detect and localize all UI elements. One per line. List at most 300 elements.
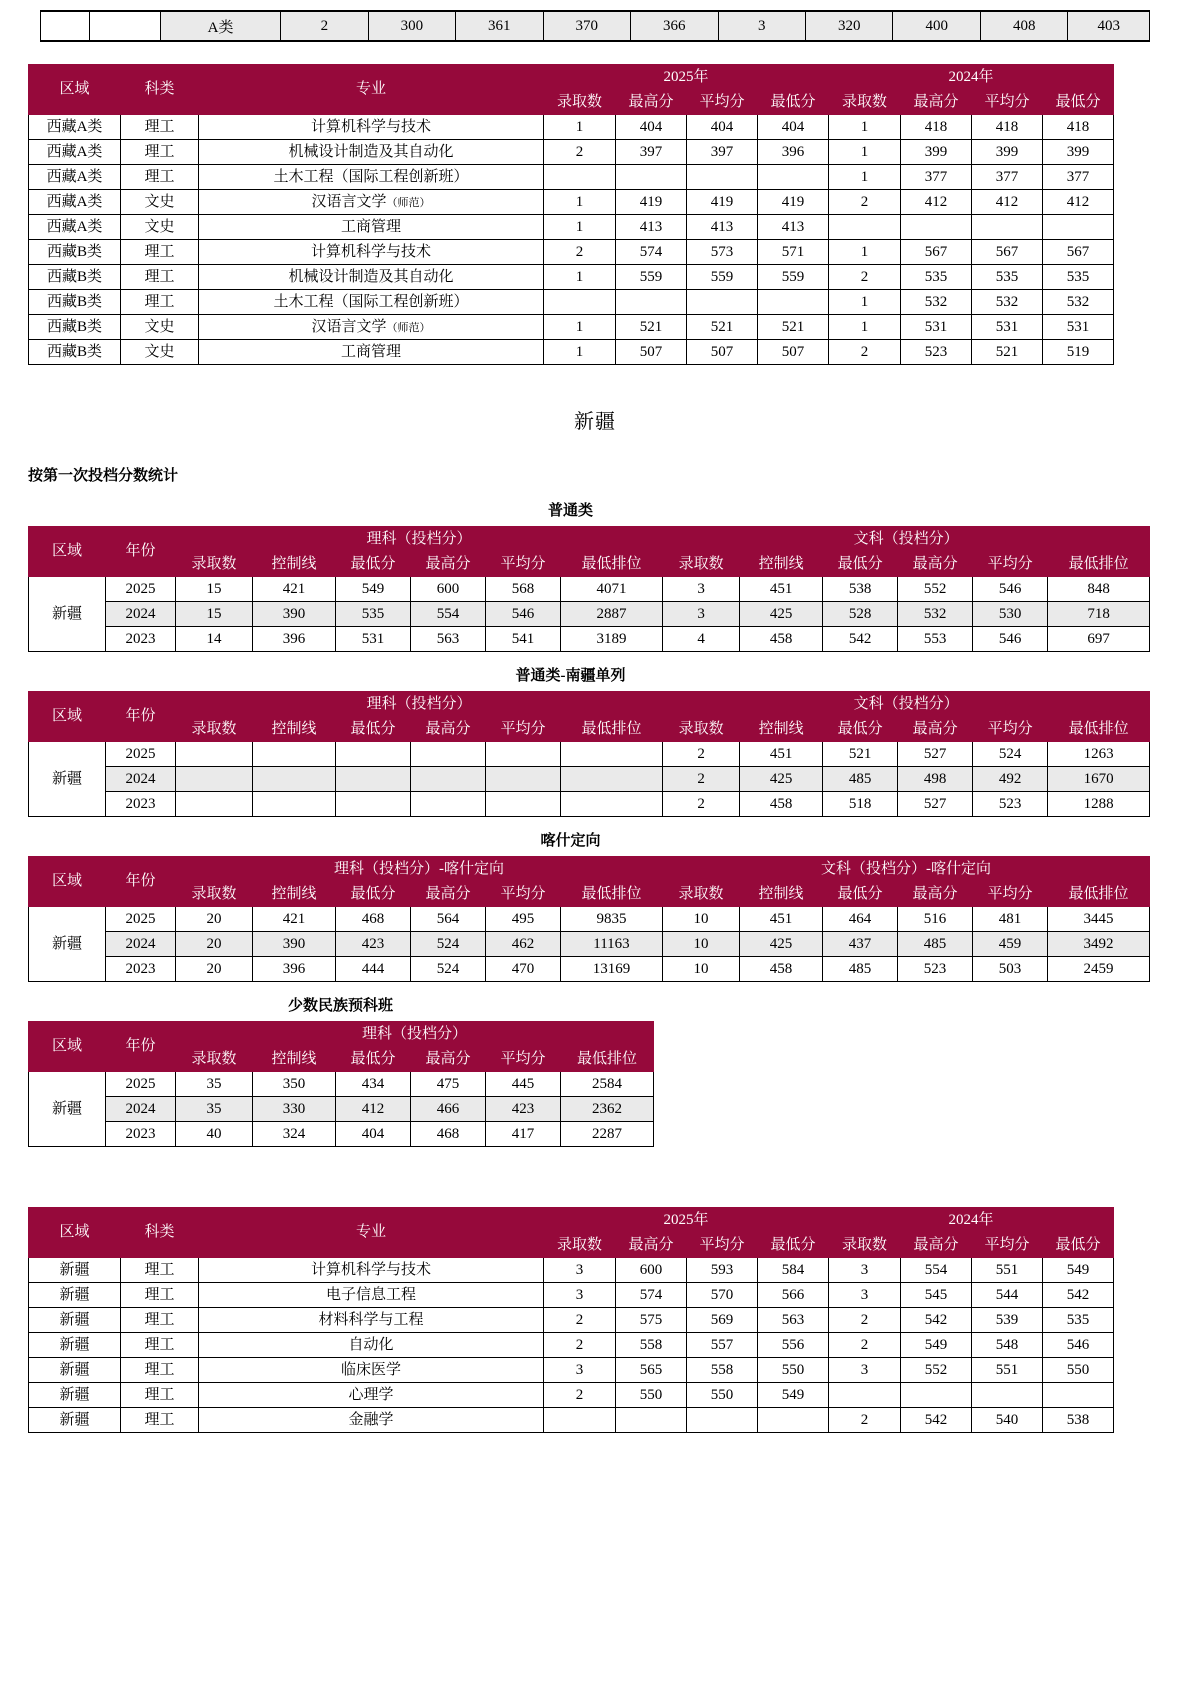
cell-max-science: 466 (411, 1097, 486, 1122)
cell-min-science (336, 767, 411, 792)
table-row (29, 315, 1114, 340)
col-admitted-2024: 录取数 (829, 1233, 901, 1258)
cell-admitted-2024: 3 (829, 1358, 901, 1383)
cell-min-2024 (1043, 215, 1114, 240)
table-row (29, 290, 1114, 315)
col-group-science: 理科（投档分） (176, 692, 663, 717)
cell-max-arts: 553 (898, 627, 973, 652)
cell-min-2025: 559 (758, 265, 829, 290)
cell-kelei: 理工 (121, 165, 199, 190)
orphan-cell: 408 (980, 11, 1067, 41)
cell-control-line-arts: 458 (740, 627, 823, 652)
cell-region: 新疆 (29, 742, 106, 817)
orphan-cell: 400 (893, 11, 980, 41)
cell-control-line-arts: 451 (740, 577, 823, 602)
col-group-2024: 2024年 (829, 65, 1114, 90)
cell-major-suffix: （师范） (386, 196, 431, 209)
cell-admitted-2025: 1 (544, 190, 616, 215)
orphan-cell: 366 (631, 11, 718, 41)
province-title: 新疆 (574, 409, 616, 433)
col-control-line-science: 控制线 (253, 552, 336, 577)
cell-admitted-2025 (544, 1408, 616, 1433)
cell-max-2024: 554 (901, 1258, 972, 1283)
cell-min-2024: 519 (1043, 340, 1114, 365)
table-row (29, 240, 1114, 265)
cell-admitted-science: 35 (176, 1097, 253, 1122)
col-kelei: 科类 (121, 1208, 199, 1258)
cell-admitted-2024: 1 (829, 115, 901, 140)
orphan-table (40, 10, 1150, 42)
col-group-science: 理科（投档分） (176, 1022, 654, 1047)
cell-min-arts: 437 (823, 932, 898, 957)
col-max-2025: 最高分 (616, 1233, 687, 1258)
cell-admitted-2025: 2 (544, 1383, 616, 1408)
col-min-arts: 最低分 (823, 882, 898, 907)
cell-control-line-science: 390 (253, 932, 336, 957)
col-control-line-arts: 控制线 (740, 717, 823, 742)
cell-max-arts: 516 (898, 907, 973, 932)
cell-admitted-2024: 2 (829, 265, 901, 290)
col-kelei: 科类 (121, 65, 199, 115)
cell-max-2025: 575 (616, 1308, 687, 1333)
cell-rank-arts: 848 (1048, 577, 1150, 602)
cell-major: 心理学 (199, 1383, 544, 1408)
cell-min-science: 535 (336, 602, 411, 627)
col-max-arts: 最高分 (898, 717, 973, 742)
col-region: 区域 (29, 692, 106, 742)
cell-avg-2024 (972, 215, 1043, 240)
cell-avg-science: 423 (486, 1097, 561, 1122)
cell-major: 临床医学 (199, 1358, 544, 1383)
cell-rank-science (561, 742, 663, 767)
cell-max-2024: 531 (901, 315, 972, 340)
cell-control-line-arts: 458 (740, 792, 823, 817)
table-header-row (29, 65, 1114, 90)
cell-min-2024: 542 (1043, 1283, 1114, 1308)
cell-avg-2025: 570 (687, 1283, 758, 1308)
cell-max-2025: 413 (616, 215, 687, 240)
cell-admitted-2025: 3 (544, 1358, 616, 1383)
cell-min-2025: 584 (758, 1258, 829, 1283)
cell-kelei: 文史 (121, 190, 199, 215)
cell-avg-2024: 521 (972, 340, 1043, 365)
cell-admitted-2024: 2 (829, 1408, 901, 1433)
table-row (41, 11, 1150, 41)
cell-admitted-2024: 1 (829, 290, 901, 315)
cell-min-2025: 566 (758, 1283, 829, 1308)
cell-min-2024: 532 (1043, 290, 1114, 315)
table-row (29, 115, 1114, 140)
cell-admitted-2024 (829, 1383, 901, 1408)
stat-table (28, 526, 1150, 652)
cell-max-2025 (616, 290, 687, 315)
cell-max-2024: 418 (901, 115, 972, 140)
cell-kelei: 理工 (121, 1333, 199, 1358)
col-rank-arts: 最低排位 (1048, 717, 1150, 742)
cell-avg-2025 (687, 165, 758, 190)
cell-min-2025: 507 (758, 340, 829, 365)
cell-admitted-science: 15 (176, 577, 253, 602)
orphan-cell: 361 (456, 11, 543, 41)
cell-max-science (411, 742, 486, 767)
cell-admitted-arts: 10 (663, 957, 740, 982)
cell-avg-2025: 507 (687, 340, 758, 365)
cell-min-arts: 485 (823, 957, 898, 982)
cell-kelei: 理工 (121, 265, 199, 290)
cell-max-science: 475 (411, 1072, 486, 1097)
cell-major: 工商管理 (199, 215, 544, 240)
col-avg-science: 平均分 (486, 552, 561, 577)
cell-admitted-arts: 2 (663, 742, 740, 767)
cell-min-2025: 563 (758, 1308, 829, 1333)
cell-max-2024: 535 (901, 265, 972, 290)
table-subheader-row (29, 552, 1150, 577)
cell-major: 机械设计制造及其自动化 (199, 140, 544, 165)
table-row (29, 577, 1150, 602)
cell-admitted-science: 20 (176, 907, 253, 932)
cell-admitted-arts: 2 (663, 767, 740, 792)
cell-avg-2024: 532 (972, 290, 1043, 315)
cell-min-2025 (758, 165, 829, 190)
cell-min-2025 (758, 1408, 829, 1433)
cell-admitted-2025: 2 (544, 1308, 616, 1333)
cell-kelei: 理工 (121, 1358, 199, 1383)
cell-major: 机械设计制造及其自动化 (199, 265, 544, 290)
cell-admitted-2025: 1 (544, 340, 616, 365)
cell-avg-science (486, 792, 561, 817)
cell-control-line-arts: 458 (740, 957, 823, 982)
cell-admitted-science: 20 (176, 957, 253, 982)
cell-min-2025: 413 (758, 215, 829, 240)
cell-admitted-2024: 1 (829, 315, 901, 340)
cell-max-science: 554 (411, 602, 486, 627)
cell-avg-2024: 539 (972, 1308, 1043, 1333)
cell-max-arts: 552 (898, 577, 973, 602)
cell-max-2024: 412 (901, 190, 972, 215)
cell-min-arts: 485 (823, 767, 898, 792)
cell-kelei: 理工 (121, 240, 199, 265)
cell-avg-2024: 531 (972, 315, 1043, 340)
col-year: 年份 (106, 857, 176, 907)
cell-min-arts: 542 (823, 627, 898, 652)
table-row (29, 190, 1114, 215)
cell-region: 西藏B类 (29, 340, 121, 365)
col-max-arts: 最高分 (898, 882, 973, 907)
orphan-cell: 3 (718, 11, 805, 41)
col-control-line-science: 控制线 (253, 882, 336, 907)
col-group-science: 理科（投档分） (176, 527, 663, 552)
cell-admitted-2025: 1 (544, 315, 616, 340)
cell-kelei: 理工 (121, 1283, 199, 1308)
col-admitted-arts: 录取数 (663, 552, 740, 577)
stat-tables-container (0, 499, 1190, 1147)
orphan-row-section (0, 0, 1190, 42)
orphan-cell: 300 (368, 11, 455, 41)
cell-control-line-science (253, 742, 336, 767)
cell-kelei: 理工 (121, 115, 199, 140)
cell-min-2024: 377 (1043, 165, 1114, 190)
cell-max-arts: 523 (898, 957, 973, 982)
cell-avg-arts: 459 (973, 932, 1048, 957)
cell-max-science: 563 (411, 627, 486, 652)
cell-avg-2024: 567 (972, 240, 1043, 265)
cell-year: 2024 (106, 602, 176, 627)
cell-admitted-2024: 1 (829, 140, 901, 165)
cell-avg-2024: 551 (972, 1258, 1043, 1283)
cell-min-arts: 538 (823, 577, 898, 602)
cell-region: 新疆 (29, 907, 106, 982)
cell-admitted-arts: 10 (663, 907, 740, 932)
stat-table (28, 1021, 654, 1147)
table-header-row (29, 1208, 1114, 1233)
cell-min-2024: 549 (1043, 1258, 1114, 1283)
col-group-2025: 2025年 (544, 1208, 829, 1233)
cell-year: 2025 (106, 1072, 176, 1097)
cell-max-2024 (901, 215, 972, 240)
cell-admitted-2025: 1 (544, 265, 616, 290)
cell-avg-arts: 523 (973, 792, 1048, 817)
col-control-line-science: 控制线 (253, 1047, 336, 1072)
cell-max-2025: 574 (616, 1283, 687, 1308)
orphan-cell (41, 11, 90, 41)
cell-major: 材料科学与工程 (199, 1308, 544, 1333)
col-control-line-arts: 控制线 (740, 882, 823, 907)
cell-max-science (411, 767, 486, 792)
cell-avg-2024: 544 (972, 1283, 1043, 1308)
cell-control-line-science: 324 (253, 1122, 336, 1147)
cell-admitted-2024: 3 (829, 1258, 901, 1283)
col-min-science: 最低分 (336, 882, 411, 907)
cell-max-2025 (616, 1408, 687, 1433)
cell-admitted-arts: 3 (663, 577, 740, 602)
col-admitted-arts: 录取数 (663, 717, 740, 742)
cell-min-arts: 464 (823, 907, 898, 932)
cell-avg-science (486, 742, 561, 767)
cell-avg-2024 (972, 1383, 1043, 1408)
cell-avg-arts: 481 (973, 907, 1048, 932)
cell-region: 西藏B类 (29, 290, 121, 315)
col-avg-2025: 平均分 (687, 90, 758, 115)
col-max-2024: 最高分 (901, 90, 972, 115)
cell-rank-science: 3189 (561, 627, 663, 652)
cell-admitted-science: 40 (176, 1122, 253, 1147)
col-min-2025: 最低分 (758, 90, 829, 115)
cell-min-2025: 571 (758, 240, 829, 265)
cell-avg-2024: 412 (972, 190, 1043, 215)
cell-admitted-2025 (544, 165, 616, 190)
cell-kelei: 文史 (121, 315, 199, 340)
cell-region: 西藏A类 (29, 215, 121, 240)
table-row (29, 767, 1150, 792)
cell-region: 西藏B类 (29, 265, 121, 290)
cell-max-arts: 485 (898, 932, 973, 957)
table-caption: 少数民族预科班 (287, 998, 393, 1014)
cell-major: 汉语言文学（师范） (199, 315, 544, 340)
col-avg-science: 平均分 (486, 882, 561, 907)
xinjiang-major-table-block (28, 1207, 1190, 1433)
table-row (29, 907, 1150, 932)
table-row (29, 1122, 654, 1147)
col-group-2025: 2025年 (544, 65, 829, 90)
table-caption: 普通类-南疆单列 (515, 668, 626, 684)
orphan-cell: 320 (806, 11, 893, 41)
cell-avg-2025: 419 (687, 190, 758, 215)
col-admitted-2025: 录取数 (544, 90, 616, 115)
cell-kelei: 文史 (121, 340, 199, 365)
cell-control-line-science: 330 (253, 1097, 336, 1122)
cell-min-2024: 546 (1043, 1333, 1114, 1358)
cell-avg-science: 470 (486, 957, 561, 982)
col-avg-2024: 平均分 (972, 1233, 1043, 1258)
cell-max-2025 (616, 165, 687, 190)
cell-rank-arts: 3445 (1048, 907, 1150, 932)
cell-avg-2024: 551 (972, 1358, 1043, 1383)
cell-control-line-arts: 425 (740, 932, 823, 957)
cell-admitted-arts: 2 (663, 792, 740, 817)
col-region: 区域 (29, 1022, 106, 1072)
col-avg-arts: 平均分 (973, 552, 1048, 577)
col-group-arts: 文科（投档分） (663, 692, 1150, 717)
table-row (29, 165, 1114, 190)
cell-year: 2023 (106, 1122, 176, 1147)
cell-avg-2025: 413 (687, 215, 758, 240)
table-row (29, 792, 1150, 817)
cell-min-2024: 535 (1043, 1308, 1114, 1333)
cell-admitted-2025: 3 (544, 1258, 616, 1283)
cell-year: 2024 (106, 767, 176, 792)
cell-avg-2024: 377 (972, 165, 1043, 190)
cell-max-2024: 552 (901, 1358, 972, 1383)
cell-avg-arts: 530 (973, 602, 1048, 627)
cell-avg-2025: 557 (687, 1333, 758, 1358)
cell-rank-arts: 1263 (1048, 742, 1150, 767)
col-avg-science: 平均分 (486, 1047, 561, 1072)
col-max-arts: 最高分 (898, 552, 973, 577)
cell-avg-2025: 521 (687, 315, 758, 340)
cell-avg-2025: 573 (687, 240, 758, 265)
cell-major: 金融学 (199, 1408, 544, 1433)
cell-control-line-science: 421 (253, 907, 336, 932)
cell-min-2024: 550 (1043, 1358, 1114, 1383)
table-caption: 喀什定向 (540, 833, 601, 849)
cell-year: 2023 (106, 627, 176, 652)
cell-max-2025: 600 (616, 1258, 687, 1283)
cell-kelei: 理工 (121, 1258, 199, 1283)
cell-admitted-science (176, 742, 253, 767)
cell-control-line-science: 421 (253, 577, 336, 602)
cell-avg-science: 541 (486, 627, 561, 652)
cell-avg-arts: 503 (973, 957, 1048, 982)
col-group-2024: 2024年 (829, 1208, 1114, 1233)
cell-year: 2025 (106, 907, 176, 932)
cell-admitted-2024: 1 (829, 240, 901, 265)
cell-rank-arts: 697 (1048, 627, 1150, 652)
cell-region: 新疆 (29, 1408, 121, 1433)
col-min-2025: 最低分 (758, 1233, 829, 1258)
cell-region: 新疆 (29, 577, 106, 652)
cell-min-science: 434 (336, 1072, 411, 1097)
col-rank-science: 最低排位 (561, 717, 663, 742)
col-year: 年份 (106, 527, 176, 577)
cell-max-2025: 574 (616, 240, 687, 265)
col-avg-arts: 平均分 (973, 882, 1048, 907)
cell-rank-science (561, 767, 663, 792)
orphan-cell: A类 (161, 11, 281, 41)
cell-max-science: 468 (411, 1122, 486, 1147)
cell-year: 2023 (106, 792, 176, 817)
col-min-2024: 最低分 (1043, 1233, 1114, 1258)
cell-max-science: 564 (411, 907, 486, 932)
cell-max-science: 524 (411, 932, 486, 957)
table-header-row (29, 857, 1150, 882)
table-row (29, 742, 1150, 767)
cell-min-2025: 521 (758, 315, 829, 340)
cell-region: 新疆 (29, 1358, 121, 1383)
cell-max-science: 600 (411, 577, 486, 602)
table-subheader-row (29, 717, 1150, 742)
cell-control-line-arts: 451 (740, 907, 823, 932)
cell-max-science: 524 (411, 957, 486, 982)
table-row (29, 1258, 1114, 1283)
col-admitted-science: 录取数 (176, 1047, 253, 1072)
cell-max-2024: 545 (901, 1283, 972, 1308)
col-min-science: 最低分 (336, 552, 411, 577)
cell-min-science (336, 742, 411, 767)
cell-region: 新疆 (29, 1283, 121, 1308)
cell-avg-science: 495 (486, 907, 561, 932)
cell-admitted-2024: 2 (829, 340, 901, 365)
col-major: 专业 (199, 65, 544, 115)
col-rank-science: 最低排位 (561, 552, 663, 577)
cell-year: 2023 (106, 957, 176, 982)
cell-major: 电子信息工程 (199, 1283, 544, 1308)
cell-major: 工商管理 (199, 340, 544, 365)
cell-year: 2024 (106, 1097, 176, 1122)
cell-avg-2025: 559 (687, 265, 758, 290)
cell-min-arts: 521 (823, 742, 898, 767)
cell-max-2024: 542 (901, 1308, 972, 1333)
cell-rank-arts: 1288 (1048, 792, 1150, 817)
cell-admitted-science (176, 767, 253, 792)
cell-kelei: 文史 (121, 215, 199, 240)
table-header-row (29, 692, 1150, 717)
cell-min-2025: 404 (758, 115, 829, 140)
xinjiang-major-table-body (29, 1258, 1114, 1433)
cell-admitted-2024 (829, 215, 901, 240)
cell-admitted-2024: 2 (829, 1308, 901, 1333)
cell-admitted-2025: 2 (544, 1333, 616, 1358)
cell-avg-2025 (687, 1408, 758, 1433)
cell-major-suffix: （师范） (386, 321, 431, 334)
table-row (29, 265, 1114, 290)
table-row (29, 957, 1150, 982)
col-avg-2024: 平均分 (972, 90, 1043, 115)
tibet-major-table-body (29, 115, 1114, 365)
cell-admitted-2025: 2 (544, 140, 616, 165)
cell-max-arts: 527 (898, 792, 973, 817)
cell-avg-arts: 546 (973, 627, 1048, 652)
cell-rank-arts: 718 (1048, 602, 1150, 627)
cell-avg-2025: 593 (687, 1258, 758, 1283)
cell-min-science: 404 (336, 1122, 411, 1147)
cell-rank-science: 2362 (561, 1097, 654, 1122)
cell-min-2024: 535 (1043, 265, 1114, 290)
col-admitted-arts: 录取数 (663, 882, 740, 907)
table-row (29, 215, 1114, 240)
col-group-arts: 文科（投档分）-喀什定向 (663, 857, 1150, 882)
table-row (29, 932, 1150, 957)
col-region: 区域 (29, 527, 106, 577)
